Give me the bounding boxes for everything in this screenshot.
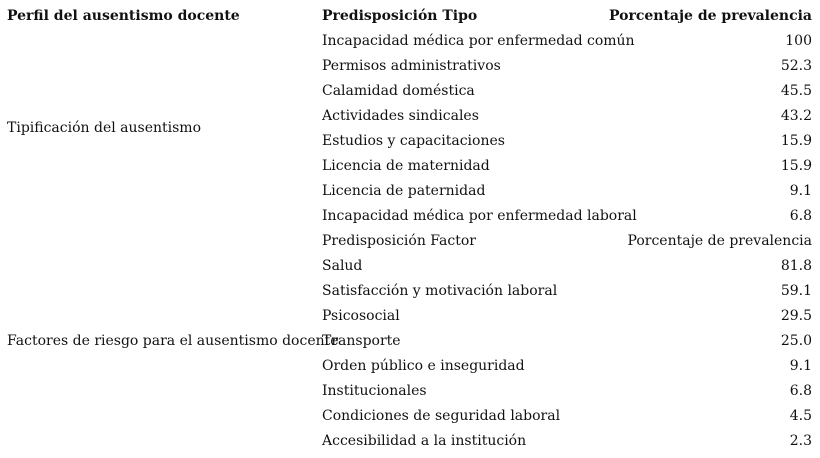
table-row [0,204,820,229]
table-row [0,304,820,329]
table-row [0,79,820,104]
group-typification [0,29,820,229]
row-value: 15.9 [780,158,812,174]
table-row [0,154,820,179]
table-row [0,254,820,279]
row-item: Licencia de paternidad [322,183,486,199]
row-value: 6.8 [789,208,812,224]
row-item: Actividades sindicales [322,108,479,124]
table-subheader-row [0,229,820,254]
row-value: 43.2 [780,108,812,124]
table-row [0,379,820,404]
table-header-row [0,4,820,29]
row-item: Psicosocial [322,308,400,324]
row-value: 15.9 [780,133,812,149]
row-item: Estudios y capacitaciones [322,133,505,149]
row-value: 52.3 [780,58,812,74]
row-value: 9.1 [789,183,812,199]
table-row [0,54,820,79]
row-value: 25.0 [780,333,812,349]
row-item: Orden público e inseguridad [322,358,525,374]
row-item: Permisos administrativos [322,58,501,74]
row-item: Transporte [322,333,401,349]
table-row [0,404,820,429]
table-row [0,179,820,204]
row-item: Institucionales [322,383,427,399]
table-row [0,104,820,129]
row-value: 100 [785,33,812,49]
header-type: Predisposición Tipo [322,8,478,24]
absenteeism-table [0,4,820,454]
table-row [0,329,820,354]
header-prevalence: Porcentaje de prevalencia [608,8,812,24]
group-label-risk-factors: Factores de riesgo para el ausentismo docente [7,333,339,349]
table-row [0,354,820,379]
row-item: Incapacidad médica por enfermedad laboral [322,208,637,224]
row-value: 81.8 [780,258,812,274]
table-row [0,279,820,304]
group-label-typification: Tipificación del ausentismo [7,120,202,136]
table-row [0,429,820,454]
row-value: 4.5 [789,408,812,424]
row-item: Condiciones de seguridad laboral [322,408,561,424]
subheader-prevalence: Porcentaje de prevalencia [627,233,812,249]
row-value: 9.1 [789,358,812,374]
table-row [0,29,820,54]
group-risk-factors [0,229,820,454]
row-value: 2.3 [789,433,812,449]
row-item: Incapacidad médica por enfermedad común [322,33,635,49]
row-value: 6.8 [789,383,812,399]
row-item: Satisfacción y motivación laboral [322,283,558,299]
row-value: 45.5 [780,83,812,99]
row-item: Calamidad doméstica [322,83,475,99]
row-value: 59.1 [780,283,812,299]
row-item: Salud [322,258,363,274]
row-item: Licencia de maternidad [322,158,490,174]
header-profile: Perfil del ausentismo docente [7,8,240,24]
row-item: Accesibilidad a la institución [322,433,527,449]
subheader-factor: Predisposición Factor [322,233,476,249]
row-value: 29.5 [780,308,812,324]
table-row [0,129,820,154]
